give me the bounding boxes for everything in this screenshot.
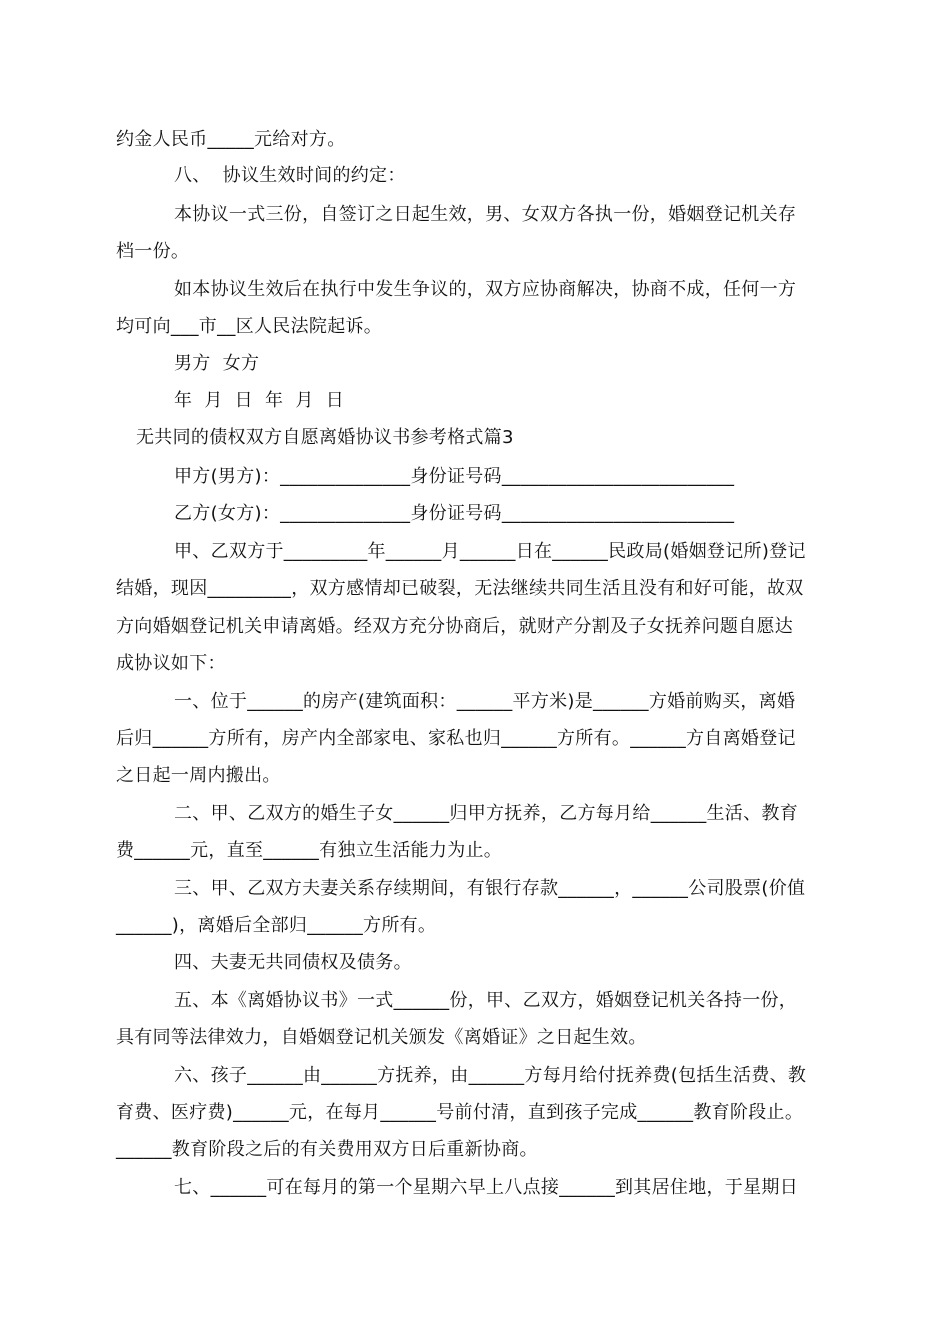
text-line: ______)，离婚后全部归______方所有。	[116, 915, 437, 936]
text-line: 本协议一式三份，自签订之日起生效，男、女双方各执一份，婚姻登记机关存	[174, 204, 797, 225]
text-line: 之日起一周内搬出。	[116, 765, 281, 786]
text-line: 约金人民币_____元给对方。	[116, 129, 346, 150]
text-line: 育费、医疗费)______元，在每月______号前付清，直到孩子完成______教育阶段止。	[116, 1102, 804, 1123]
text-line: 费______元，直至______有独立生活能力为止。	[116, 840, 503, 861]
party-a-line: 甲方(男方)：______________身份证号码_________________________	[174, 466, 735, 487]
date-line: 年 月 日 年 月 日	[174, 390, 345, 411]
text-line: 如本协议生效后在执行中发生争议的，双方应协商解决，协商不成，任何一方	[174, 279, 797, 300]
text-line: 成协议如下：	[116, 653, 226, 674]
text-line: 甲、乙双方于_________年______月______日在______民政局(婚姻登记所)登记	[174, 541, 806, 562]
clause-4: 四、夫妻无共同债权及债务。	[174, 952, 412, 973]
text-line: ______教育阶段之后的有关费用双方日后重新协商。	[116, 1139, 538, 1160]
clause-5: 五、本《离婚协议书》一式______份，甲、乙双方，婚姻登记机关各持一份，	[174, 990, 798, 1011]
text-line: 具有同等法律效力，自婚姻登记机关颁发《离婚证》之日起生效。	[116, 1027, 647, 1048]
clause-7: 七、______可在每月的第一个星期六早上八点接______到其居住地，于星期日	[174, 1177, 798, 1198]
clause-2: 二、甲、乙双方的婚生子女______归甲方抚养，乙方每月给______生活、教育	[174, 803, 798, 824]
section-heading: 八、 协议生效时间的约定：	[174, 165, 406, 186]
clause-6: 六、孩子______由______方抚养，由______方每月给付抚养费(包括生活费、教	[174, 1065, 807, 1086]
text-line: 均可向___市__区人民法院起诉。	[116, 316, 383, 337]
section-title: 无共同的债权双方自愿离婚协议书参考格式篇3	[136, 427, 514, 448]
clause-3: 三、甲、乙双方夫妻关系存续期间，有银行存款______，______公司股票(价值	[174, 878, 806, 899]
signature-line: 男方 女方	[174, 353, 260, 374]
party-b-line: 乙方(女方)：______________身份证号码_________________________	[174, 503, 735, 524]
text-line: 结婚，现因_________，双方感情却已破裂，无法继续共同生活且没有和好可能，故双	[116, 578, 804, 599]
text-line: 档一份。	[116, 241, 190, 262]
text-line: 后归______方所有，房产内全部家电、家私也归______方所有。______方自离婚登记	[116, 728, 796, 749]
clause-1: 一、位于______的房产(建筑面积：______平方米)是______方婚前购买，离婚	[174, 691, 796, 712]
text-line: 方向婚姻登记机关申请离婚。经双方充分协商后，就财产分割及子女抚养问题自愿达	[116, 616, 794, 637]
